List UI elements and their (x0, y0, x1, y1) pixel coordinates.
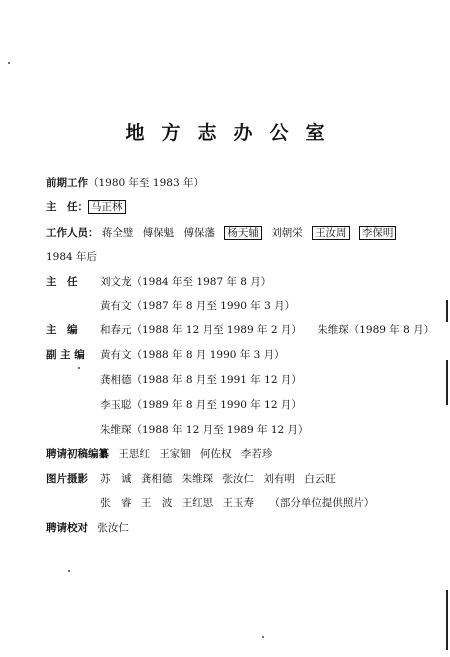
deputy-editor-entry: 李玉聪（1989 年 8 月至 1990 年 12 月） (100, 399, 302, 411)
chief-editor-entry: 和春元（1988 年 12 月至 1989 年 2 月） (100, 324, 302, 336)
draft-editor-name: 王思红 (118, 448, 150, 460)
draft-editor-name: 何佐权 (200, 448, 232, 460)
early-director-label: 主 任： (46, 201, 88, 213)
scan-speck (68, 570, 70, 572)
photography-row-2 (100, 497, 374, 510)
deputy-editor-entry: 黄有文（1988 年 8 月 1990 年 3 月） (100, 349, 285, 361)
photographer-name: 刘有明 (263, 473, 295, 485)
photographer-name: 龚相德 (140, 473, 173, 485)
draft-editors-line (46, 448, 272, 461)
staff-name-boxed: 李保明 (359, 226, 397, 240)
photographer-name: 张汝仁 (222, 473, 255, 485)
early-period-heading-line (46, 177, 204, 190)
deputy-editor-entry: 朱维琛（1988 年 12 月至 1989 年 12 月） (100, 424, 309, 436)
scan-speck (78, 367, 80, 369)
chief-editor-label: 主 编 (46, 324, 78, 336)
chief-editor-line (100, 324, 434, 337)
director-entry: 刘文龙（1984 年至 1987 年 8 月） (100, 276, 272, 288)
photographer-name: 苏 诚 (100, 473, 132, 485)
director-entry: 黄有文（1987 年 8 月至 1990 年 3 月） (100, 300, 296, 312)
deputy-editor-label: 副 主 编 (46, 349, 85, 361)
photography-note: （部分单位提供照片） (269, 497, 375, 509)
staff-name: 傅保藩 (183, 227, 216, 239)
early-period-heading: 前期工作 (46, 177, 88, 189)
staff-name-boxed: 杨天辅 (224, 226, 262, 240)
photographer-name: 张 睿 (100, 497, 132, 509)
scan-speck (262, 636, 264, 638)
chief-editor-entry: 朱维琛（1989 年 8 月） (317, 324, 435, 336)
staff-name: 蒋全璧 (101, 227, 134, 239)
page-title: 地方志办公室 (125, 122, 342, 144)
photographer-name: 王 波 (140, 497, 173, 509)
photography-label: 图片摄影 (46, 473, 88, 485)
draft-editor-name: 王家钿 (159, 448, 191, 460)
scan-edge-mark (446, 300, 448, 322)
photographer-name: 王玉寿 (222, 497, 255, 509)
scan-edge-mark (446, 360, 448, 405)
staff-name: 刘朝栄 (271, 227, 303, 239)
early-staff-line (46, 227, 396, 240)
early-director-line (46, 201, 126, 214)
photographer-name: 朱维琛 (181, 473, 214, 485)
staff-name-boxed: 王汝周 (312, 226, 350, 240)
proofreader-label: 聘请校对 (46, 522, 88, 534)
draft-editor-name: 李若珍 (240, 448, 273, 460)
photographer-name: 白云旺 (304, 473, 336, 485)
early-director-name: 马正林 (88, 200, 126, 214)
scan-speck (8, 62, 10, 64)
photographer-name: 王红思 (181, 497, 214, 509)
proofreader-name: 张汝仁 (97, 522, 129, 534)
photography-row-1 (100, 473, 336, 486)
proofreader-line (46, 522, 129, 535)
director-label: 主 任 (46, 276, 78, 288)
draft-editors-label: 聘请初稿编纂 (46, 448, 109, 460)
after-1984-heading: 1984 年后 (46, 251, 98, 263)
early-period-range: （1980 年至 1983 年） (88, 177, 204, 189)
staff-name: 傅保魁 (142, 227, 175, 239)
deputy-editor-entry: 龚相德（1988 年 8 月至 1991 年 12 月） (100, 374, 302, 386)
scan-edge-mark (446, 590, 448, 650)
early-staff-label: 工作人员： (46, 227, 99, 239)
